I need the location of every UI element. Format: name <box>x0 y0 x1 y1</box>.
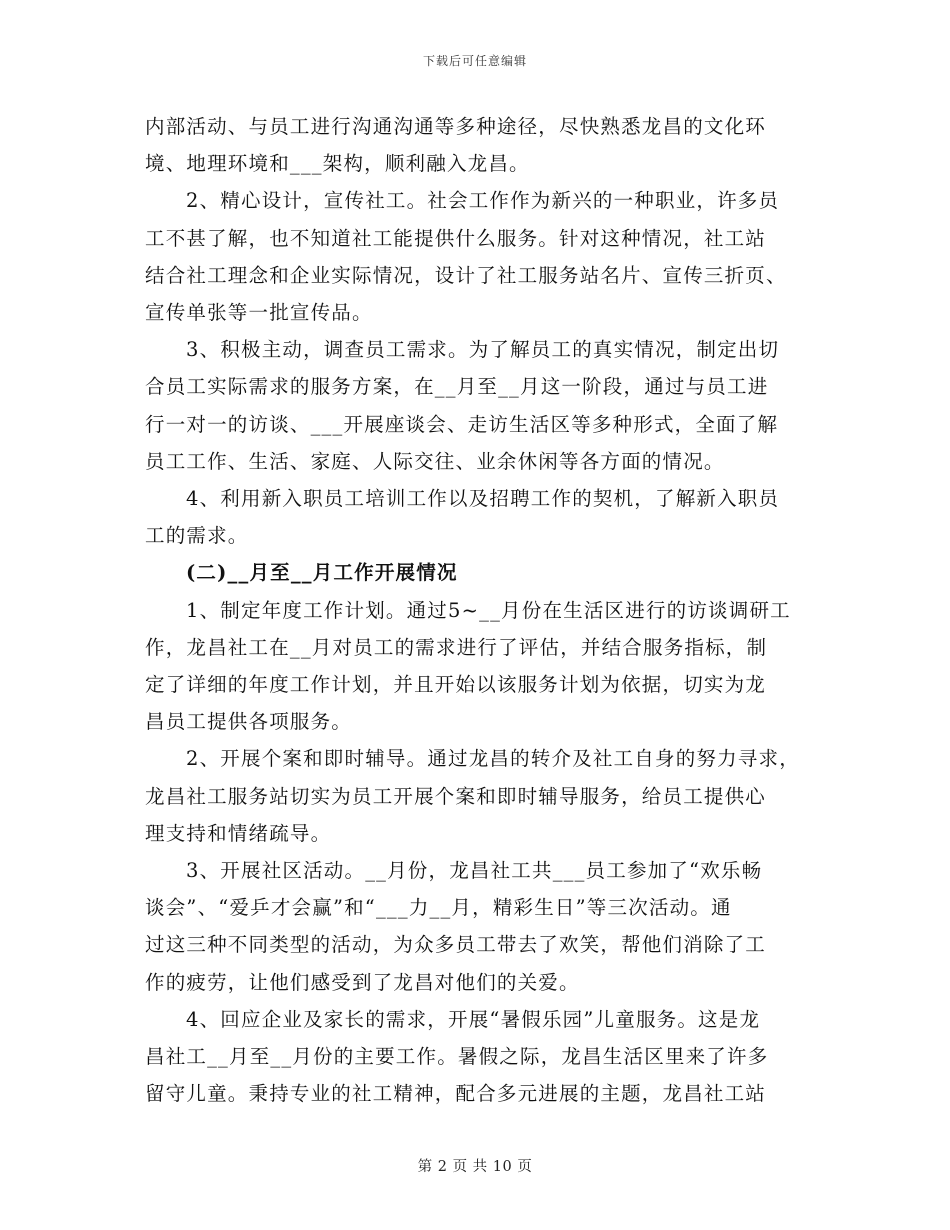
text-line: 3、积极主动，调查员工需求。为了解员工的真实情况，制定出切 <box>186 338 780 362</box>
document-body <box>145 108 825 1112</box>
text-line: 内部活动、与员工进行沟通沟通等多种途径，尽快熟悉龙昌的文化环 <box>145 115 767 138</box>
paragraph <box>145 852 825 1001</box>
paragraph <box>145 1001 825 1113</box>
text-line: 工不甚了解，也不知道社工能提供什么服务。针对这种情况，社工站 <box>145 226 767 250</box>
text-line: 境、地理环境和___架构，顺利融入龙昌。 <box>145 152 530 176</box>
text-line: 工的需求。 <box>145 524 249 548</box>
text-line: 合员工实际需求的服务方案，在__月至__月这一阶段，通过与员工进 <box>145 375 769 399</box>
paragraph <box>145 480 825 554</box>
text-line: 定了详细的年度工作计划，并且开始以该服务计划为依据，切实为龙 <box>145 673 767 697</box>
text-line: 谈会”、“爱乒才会赢”和“___力__月，精彩生日”等三次活动。通 <box>145 896 732 920</box>
text-line: 宣传单张等一批宣传品。 <box>145 301 373 325</box>
paragraph <box>145 108 825 182</box>
text-line: 4、利用新入职员工培训工作以及招聘工作的契机，了解新入职员 <box>186 487 780 511</box>
page-header: 下载后可任意编辑 <box>422 54 527 68</box>
text-line: (二)__月至__月工作开展情况 <box>186 561 458 585</box>
paragraph <box>145 592 825 741</box>
text-line: 作，龙昌社工在__月对员工的需求进行了评估，并结合服务指标，制 <box>145 635 768 659</box>
text-line: 结合社工理念和企业实际情况，设计了社工服务站名片、宣传三折页、 <box>145 263 787 287</box>
text-line: 4、回应企业及家长的需求，开展“暑假乐园”儿童服务。这是龙 <box>186 1007 761 1031</box>
text-line: 行一对一的访谈、___开展座谈会、走访生活区等多种形式，全面了解 <box>145 412 779 436</box>
section-heading <box>145 554 825 591</box>
paragraph <box>145 740 825 852</box>
paragraph <box>145 331 825 480</box>
text-line: 昌员工提供各项服务。 <box>145 710 353 734</box>
text-line: 过这三种不同类型的活动，为众多员工带去了欢笑，帮他们消除了工 <box>145 933 767 957</box>
text-line: 2、精心设计，宣传社工。社会工作作为新兴的一种职业，许多员 <box>186 189 780 213</box>
text-line: 龙昌社工服务站切实为员工开展个案和即时辅导服务，给员工提供心 <box>145 784 767 808</box>
text-line: 作的疲劳，让他们感受到了龙昌对他们的关爱。 <box>145 970 580 994</box>
text-line: 昌社工__月至__月份的主要工作。暑假之际，龙昌生活区里来了许多 <box>145 1045 769 1069</box>
text-line: 3、开展社区活动。__月份，龙昌社工共___员工参加了“欢乐畅 <box>186 859 763 883</box>
paragraph <box>145 182 825 331</box>
text-line: 员工工作、生活、家庭、人际交往、业余休闲等各方面的情况。 <box>145 449 725 473</box>
text-line: 1、制定年度工作计划。通过5~__月份在生活区进行的访谈调研工 <box>186 598 791 622</box>
page-footer: 第 2 页 共 10 页 <box>417 1159 533 1175</box>
text-line: 留守儿童。秉持专业的社工精神，配合多元进展的主题，龙昌社工站 <box>145 1082 767 1106</box>
text-line: 2、开展个案和即时辅导。通过龙昌的转介及社工自身的努力寻求， <box>186 747 800 771</box>
text-line: 理支持和情绪疏导。 <box>145 821 332 845</box>
